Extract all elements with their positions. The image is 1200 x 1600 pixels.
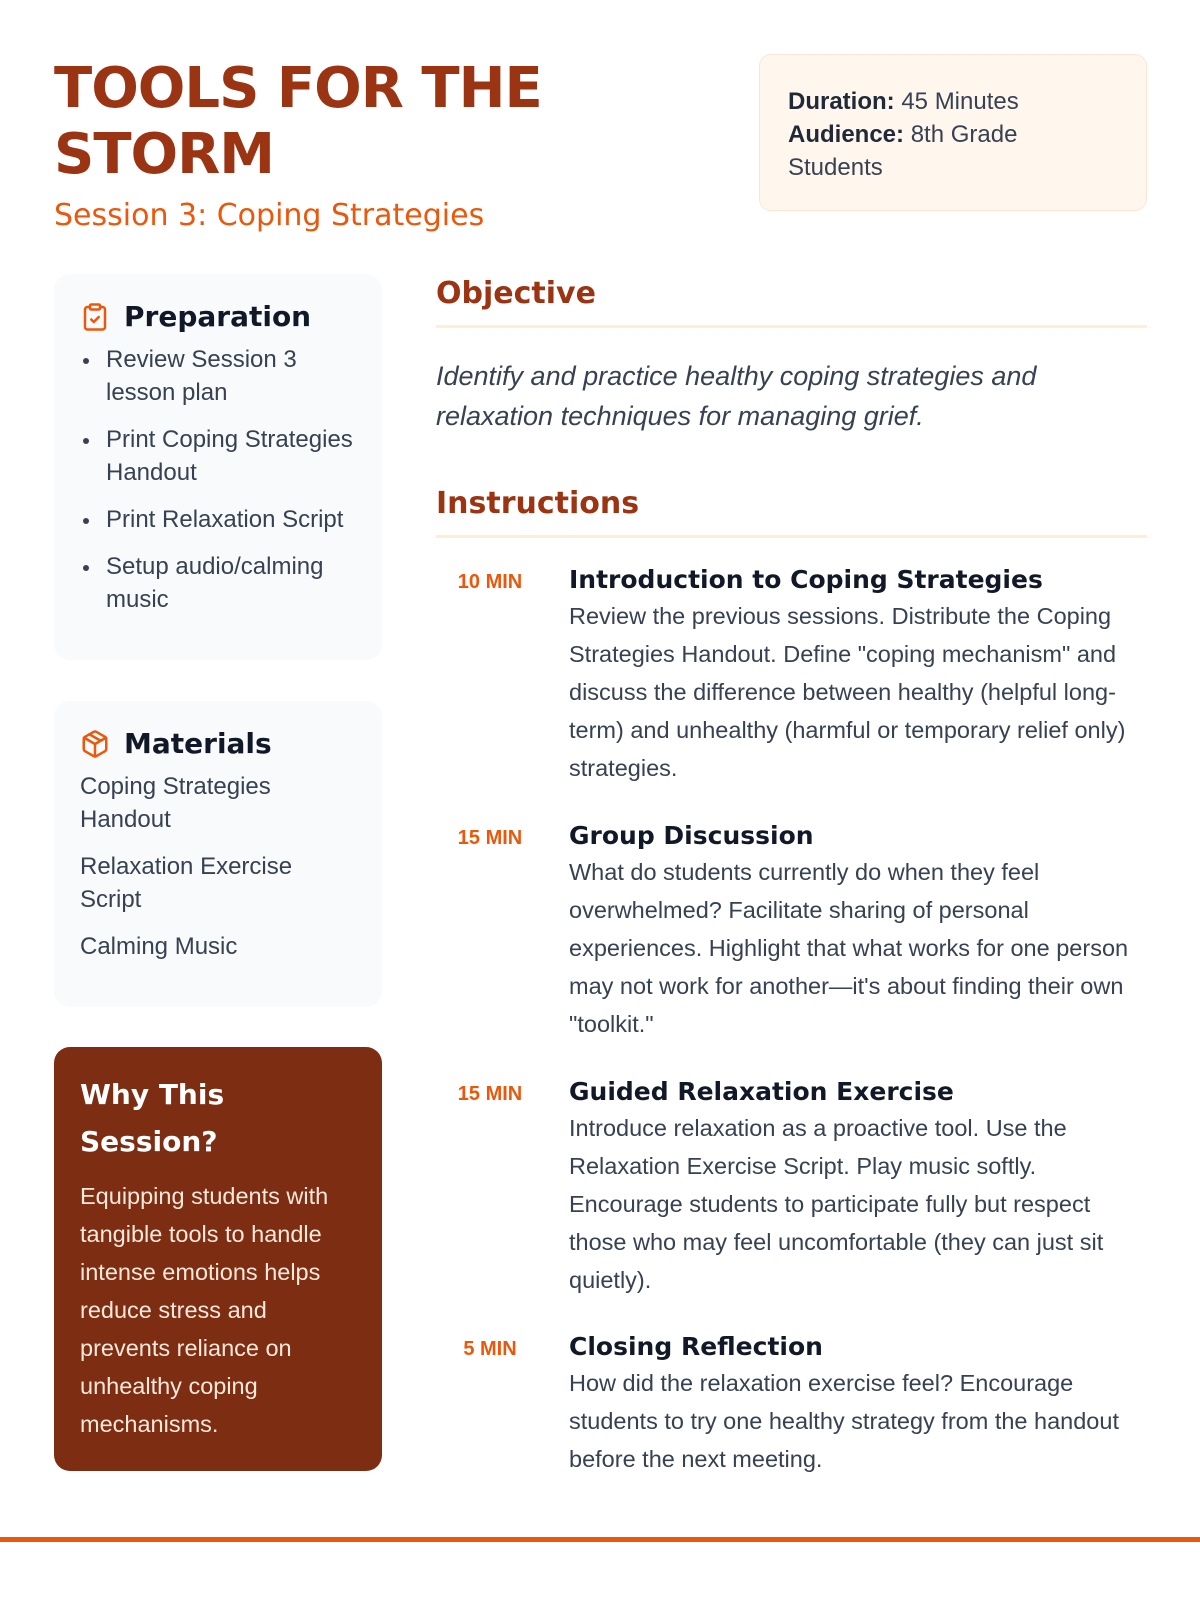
why-session-panel [54, 1047, 382, 1471]
preparation-header [80, 300, 356, 333]
duration-value: 45 Minutes [901, 88, 1019, 115]
step-body [569, 563, 1147, 787]
preparation-list [80, 343, 356, 616]
step-title: Group Discussion [569, 821, 814, 850]
footer-divider [0, 1537, 1200, 1542]
step-body [569, 1330, 1147, 1478]
preparation-item: Setup audio/calming music [80, 550, 356, 616]
preparation-item: Print Coping Strategies Handout [80, 423, 356, 489]
step-duration: 15 MIN [457, 1083, 523, 1105]
audience-line [788, 118, 1118, 184]
step-title: Guided Relaxation Exercise [569, 1077, 954, 1106]
objective-heading: Objective [436, 276, 1147, 328]
page-header [54, 56, 694, 233]
instructions-heading: Instructions [436, 486, 1147, 538]
step-text: What do students currently do when they feel overwhelmed? Facilitate sharing of personal experiences. Highlight that what works for one person may not work for another—it's about finding their own "toolkit." [569, 859, 1129, 1037]
materials-item: Coping Strategies Handout [80, 773, 271, 833]
preparation-card [54, 274, 382, 660]
preparation-item: Review Session 3 lesson plan [80, 343, 356, 409]
step-title: Closing Reflection [569, 1332, 823, 1361]
main-content [436, 276, 1147, 538]
step-text: Introduce relaxation as a proactive tool. Use the Relaxation Exercise Script. Play music softly. Encourage students to participate fully but respect those who may feel uncomfortable (they can just sit quietly). [569, 1115, 1104, 1293]
step-title: Introduction to Coping Strategies [569, 565, 1043, 594]
duration-line [788, 85, 1118, 118]
audience-label: Audience: [788, 121, 905, 148]
materials-item: Calming Music [80, 933, 238, 960]
step-body [569, 819, 1147, 1043]
session-meta-box [759, 54, 1147, 211]
why-session-title: Why This Session? [80, 1078, 225, 1158]
step-duration: 15 MIN [457, 827, 523, 849]
materials-title: Materials [124, 727, 272, 760]
step-text: How did the relaxation exercise feel? Encourage students to try one healthy strategy from the handout before the next meeting. [569, 1370, 1119, 1472]
materials-item: Relaxation Exercise Script [80, 853, 293, 913]
box-icon [80, 729, 110, 759]
page-title: TOOLS FOR THE STORM [54, 56, 542, 187]
materials-card [54, 701, 382, 1007]
preparation-item: Print Relaxation Script [80, 503, 356, 536]
audience-value: 8th Grade Students [788, 121, 1018, 181]
materials-header [80, 727, 356, 760]
materials-list [80, 770, 356, 963]
duration-label: Duration: [788, 88, 895, 115]
page-subtitle: Session 3: Coping Strategies [54, 198, 485, 233]
step-duration: 5 MIN [463, 1338, 517, 1360]
clipboard-check-icon [80, 302, 110, 332]
step-body [569, 1075, 1147, 1299]
step-duration: 10 MIN [457, 571, 523, 593]
objective-text: Identify and practice healthy coping strategies and relaxation techniques for managing grief. [436, 361, 1037, 431]
step-text: Review the previous sessions. Distribute the Coping Strategies Handout. Define "coping mechanism" and discuss the difference between healthy (helpful long-term) and unhealthy (harmful or temporary relief only) strategies. [569, 603, 1126, 781]
preparation-title: Preparation [124, 300, 312, 333]
why-session-text: Equipping students with tangible tools to handle intense emotions helps reduce stress and prevents reliance on unhealthy coping mechanisms. [80, 1183, 329, 1437]
